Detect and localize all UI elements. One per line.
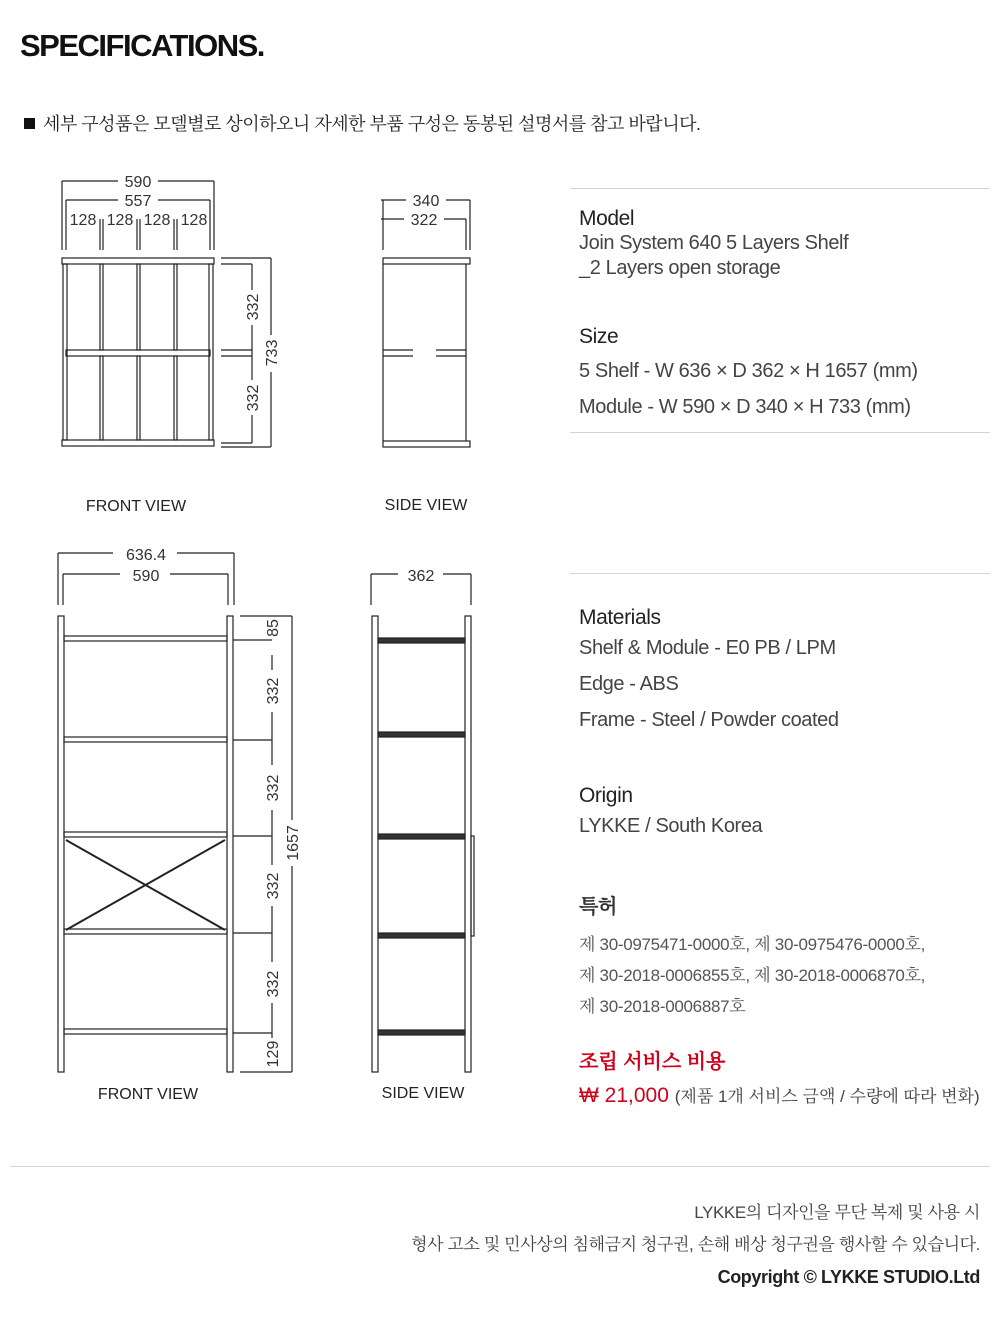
patent-section [579, 890, 925, 1022]
dim-557: 557 [124, 193, 152, 210]
spec-line: Edge - ABS [579, 673, 679, 695]
spec-heading: Origin [579, 784, 633, 807]
front-view-label: FRONT VIEW [85, 498, 187, 515]
patent-line: 제 30-2018-0006855호, 제 30-2018-0006870호, [579, 966, 926, 985]
divider [570, 188, 990, 189]
dim-340: 340 [412, 193, 440, 210]
module-front-view [62, 174, 281, 515]
side-view-label: SIDE VIEW [381, 1085, 465, 1102]
divider [570, 573, 990, 574]
spec-heading: Size [579, 325, 619, 348]
patent-line: 제 30-2018-0006887호 [579, 997, 746, 1016]
assembly-service [579, 1045, 980, 1108]
dim-gap: 128 [143, 212, 171, 229]
page-title: SPECIFICATIONS. [20, 28, 264, 63]
dim-590: 590 [132, 568, 160, 585]
footer-line: 형사 고소 및 민사상의 침해금지 청구권, 손해 배상 청구권을 행사할 수 있습니다. [411, 1235, 980, 1254]
dim-362: 362 [407, 568, 435, 585]
service-note: (제품 1개 서비스 금액 / 수량에 따라 변화) [674, 1087, 980, 1106]
spec-line: Join System 640 5 Layers Shelf [579, 232, 849, 254]
dim-gap: 128 [69, 212, 97, 229]
spec-materials [579, 606, 839, 738]
spec-line: Shelf & Module - E0 PB / LPM [579, 637, 836, 659]
spec-size [579, 325, 918, 425]
spec-line: _2 Layers open storage [579, 257, 781, 279]
dimension-drawings [0, 0, 560, 1120]
dim-1657: 1657 [285, 825, 302, 861]
dim-height: 85 [265, 619, 282, 637]
front-view-label: FRONT VIEW [97, 1086, 199, 1103]
shelf-front-view [58, 547, 302, 1103]
spec-line: Frame - Steel / Powder coated [579, 709, 839, 731]
spec-heading: Materials [579, 606, 661, 629]
dim-636: 636.4 [125, 547, 167, 564]
spec-line: LYKKE / South Korea [579, 815, 763, 837]
spec-line: Module - W 590 × D 340 × H 733 (mm) [579, 396, 911, 418]
dim-height: 332 [265, 970, 282, 998]
spec-line: 5 Shelf - W 636 × D 362 × H 1657 (mm) [579, 360, 918, 382]
dim-322: 322 [410, 212, 438, 229]
dim-height: 332 [265, 872, 282, 900]
spec-heading: Model [579, 207, 635, 230]
dim-height: 332 [265, 774, 282, 802]
notice-text: 세부 구성품은 모델별로 상이하오니 자세한 부품 구성은 동봉된 설명서를 참고 바랍니다. [43, 114, 701, 134]
divider [570, 432, 990, 433]
service-heading: 조립 서비스 비용 [579, 1051, 726, 1073]
dim-590: 590 [124, 174, 152, 191]
dim-gap: 128 [106, 212, 134, 229]
dim-gap: 128 [180, 212, 208, 229]
dim-height: 332 [245, 384, 262, 412]
side-view-label: SIDE VIEW [384, 497, 468, 514]
spec-origin [579, 784, 762, 844]
dim-height: 332 [265, 677, 282, 705]
footer-divider [10, 1166, 990, 1167]
copyright: Copyright © LYKKE STUDIO.Ltd [717, 1267, 980, 1287]
spec-model [579, 207, 848, 281]
module-side-view [381, 193, 470, 514]
footer [411, 1197, 980, 1293]
shelf-side-view [371, 568, 474, 1102]
patent-line: 제 30-0975471-0000호, 제 30-0975476-0000호, [579, 935, 926, 954]
dim-height: 129 [265, 1040, 282, 1068]
patent-heading: 특허 [579, 896, 618, 918]
service-price: ₩ 21,000 [579, 1084, 669, 1107]
dim-733: 733 [264, 339, 281, 367]
dim-height: 332 [245, 293, 262, 321]
footer-line: LYKKE의 디자인을 무단 복제 및 사용 시 [694, 1203, 980, 1222]
